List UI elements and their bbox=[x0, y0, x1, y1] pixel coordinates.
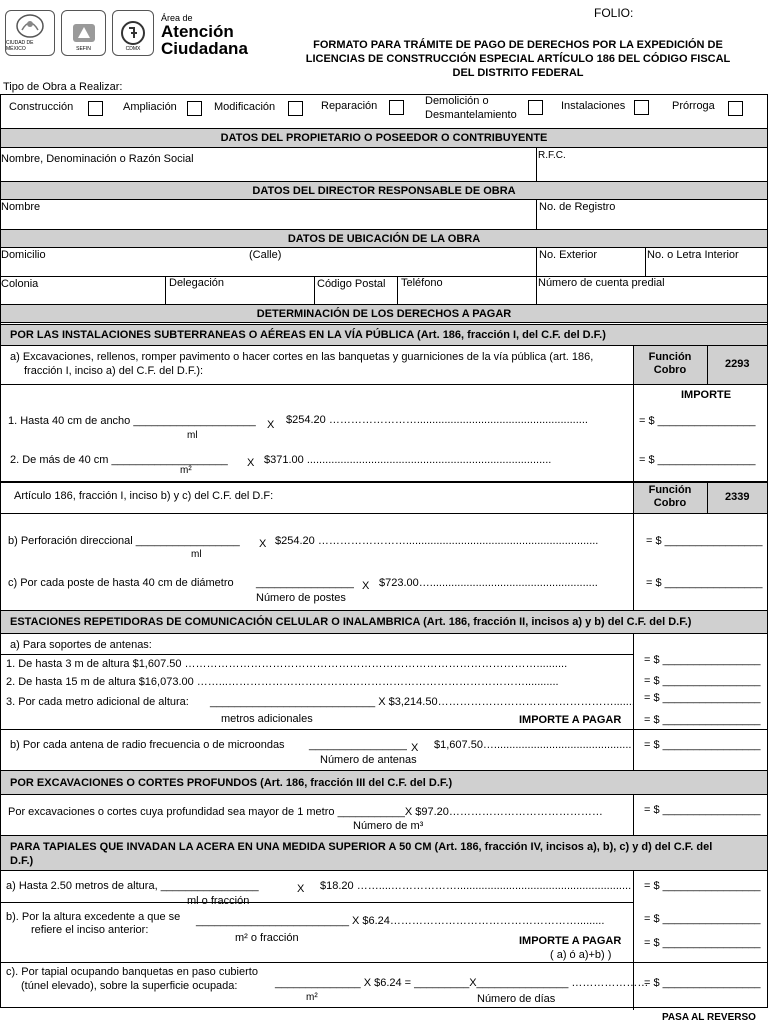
excavaciones-band: POR EXCAVACIONES O CORTES PROFUNDOS (Art. 186, fracción III del C.F. del D.F.) bbox=[1, 770, 767, 795]
tipo-construccion-label: Construcción bbox=[9, 101, 74, 113]
tipo-modificacion-label: Modificación bbox=[214, 101, 276, 113]
exc-unit: Número de m³ bbox=[353, 820, 424, 832]
inst-b-label[interactable]: b) Perforación direccional _________________ bbox=[8, 535, 240, 547]
inst-b-unit: ml bbox=[191, 549, 202, 560]
propietario-band: DATOS DEL PROPIETARIO O POSEEDOR O CONTRIBUYENTE bbox=[1, 128, 767, 148]
telefono-label: Teléfono bbox=[401, 277, 443, 289]
determinacion-band: DETERMINACIÓN DE LOS DERECHOS A PAGAR bbox=[1, 304, 767, 323]
tap-a-amount[interactable]: = $ ________________ bbox=[644, 880, 761, 892]
tipo-obra-label: Tipo de Obra a Realizar: bbox=[3, 81, 123, 93]
est-a3-unit: metros adicionales bbox=[221, 713, 313, 725]
form-frame bbox=[0, 94, 768, 1008]
funcion-label: Función bbox=[648, 484, 692, 496]
title-line3: DEL DISTRITO FEDERAL bbox=[452, 67, 584, 79]
tap-a-price: $18.20 ……....………………......................................................... bbox=[320, 880, 632, 892]
inst-c-amount[interactable]: = $ ________________ bbox=[646, 577, 763, 589]
coat-of-arms-icon bbox=[12, 12, 48, 40]
divider bbox=[536, 148, 537, 182]
sefin-emblem-icon bbox=[69, 20, 99, 46]
inst-c-x: X bbox=[362, 580, 370, 592]
tipo-prorroga-checkbox[interactable] bbox=[728, 101, 743, 116]
tapiales-band bbox=[1, 835, 767, 871]
est-b-blank[interactable]: ________________ bbox=[309, 739, 407, 751]
divider bbox=[536, 200, 537, 230]
cobro-label: Cobro bbox=[653, 364, 687, 376]
atencion-line2: Ciudadana bbox=[161, 39, 248, 58]
est-b-amount[interactable]: = $ ________________ bbox=[644, 739, 761, 751]
instalaciones-band: POR LAS INSTALACIONES SUBTERRANEAS O AÉREAS EN LA VÍA PÚBLICA (Art. 186, fracción I, del C.F. del D.F.) bbox=[1, 324, 767, 346]
tipo-construccion-checkbox[interactable] bbox=[88, 101, 103, 116]
director-band: DATOS DEL DIRECTOR RESPONSABLE DE OBRA bbox=[1, 181, 767, 200]
calle-label: (Calle) bbox=[249, 249, 282, 261]
divider bbox=[1, 654, 634, 655]
cdmx-logo bbox=[5, 10, 55, 56]
atencion-ciudadana-wordmark bbox=[161, 14, 248, 57]
inst-item2-label[interactable]: 2. De más de 40 cm ___________________ bbox=[10, 454, 228, 466]
tap-importe-amount[interactable]: = $ ________________ bbox=[644, 937, 761, 949]
inst-item1-amount[interactable]: = $ ________________ bbox=[639, 415, 756, 427]
divider bbox=[633, 346, 634, 1010]
cdmx-logo-caption: CIUDAD DE MÉXICO bbox=[6, 40, 34, 52]
tap-c-label-2: (túnel elevado), sobre la superficie ocupada: bbox=[21, 980, 238, 992]
exc-label[interactable]: Por excavaciones o cortes cuya profundidad sea mayor de 1 metro ___________X $97.20…………………………………… bbox=[8, 806, 603, 818]
predial-label: Número de cuenta predial bbox=[538, 277, 665, 289]
cp-label: Código Postal bbox=[317, 278, 386, 290]
inst-c-unit: Número de postes bbox=[256, 592, 346, 604]
inst-item1-unit: ml bbox=[187, 430, 198, 441]
sefin-logo bbox=[61, 10, 106, 56]
tap-b-label-1: b). Por la altura excedente a que se bbox=[6, 911, 181, 923]
tipo-reparacion-checkbox[interactable] bbox=[389, 100, 404, 115]
no-exterior-label: No. Exterior bbox=[539, 249, 598, 261]
est-b-label: b) Por cada antena de radio frecuencia o de microondas bbox=[10, 739, 285, 751]
codigo-2293: 2293 bbox=[725, 358, 750, 370]
tapiales-band-line2: D.F.) bbox=[10, 855, 34, 867]
atencion-small: Área de bbox=[161, 13, 193, 23]
est-a1-amount[interactable]: = $ ________________ bbox=[644, 654, 761, 666]
tap-c-label-1: c). Por tapial ocupando banquetas en paso cubierto bbox=[6, 966, 258, 978]
inst-item1-x: X bbox=[267, 419, 275, 431]
divider bbox=[1, 729, 767, 730]
tipo-instalaciones-checkbox[interactable] bbox=[634, 100, 649, 115]
funcion-cobro-label-a bbox=[634, 351, 706, 377]
tap-c-unit-m2: m² bbox=[306, 992, 318, 1003]
est-a2-label: 2. De hasta 15 m de altura $16,073.00 ……...………………………………………………………………………........... bbox=[6, 676, 559, 688]
tipo-ampliacion-label: Ampliación bbox=[123, 101, 177, 113]
tap-b-amount[interactable]: = $ ________________ bbox=[644, 913, 761, 925]
est-a-label: a) Para soportes de antenas: bbox=[10, 639, 152, 651]
est-b-price: $1,607.50…............................................. bbox=[434, 739, 632, 751]
delegacion-label: Delegación bbox=[169, 277, 225, 289]
est-importe-pagar-label: IMPORTE A PAGAR bbox=[519, 714, 622, 726]
divider bbox=[1, 962, 767, 963]
tap-b-unit: m² o fracción bbox=[235, 932, 299, 944]
divider bbox=[1, 902, 634, 903]
divider bbox=[1, 513, 767, 514]
inst-item2-price: $371.00 ................................................................................ bbox=[264, 454, 552, 466]
est-a3-amount[interactable]: = $ ________________ bbox=[644, 692, 761, 704]
tap-c-blank[interactable]: ______________ X $6.24 = _________X_______________ ………………… bbox=[275, 977, 649, 989]
inst-item2-unit: m² bbox=[180, 465, 192, 476]
divider bbox=[707, 346, 708, 384]
no-interior-label: No. o Letra Interior bbox=[647, 249, 739, 261]
instalaciones-a-line2: fracción I, inciso a) del C.F. del D.F.): bbox=[24, 365, 204, 377]
tipo-reparacion-label: Reparación bbox=[321, 100, 378, 112]
divider bbox=[536, 248, 537, 276]
tap-b-blank[interactable]: _________________________ X $6.24……………………………………………......... bbox=[196, 915, 605, 927]
tipo-instalaciones-label: Instalaciones bbox=[561, 100, 626, 112]
tipo-demolicion-label-2: Desmantelamiento bbox=[425, 109, 517, 121]
title-line2: LICENCIAS DE CONSTRUCCIÓN ESPECIAL ARTÍCULO 186 DEL CÓDIGO FISCAL bbox=[305, 53, 731, 65]
pasa-al-reverso: PASA AL REVERSO bbox=[662, 1012, 756, 1023]
tipo-prorroga-label: Prórroga bbox=[672, 100, 715, 112]
inst-b-amount[interactable]: = $ ________________ bbox=[646, 535, 763, 547]
form-title bbox=[292, 38, 744, 80]
divider bbox=[397, 276, 398, 304]
inst-b-x: X bbox=[259, 538, 267, 550]
inst-c-blank[interactable]: ________________ bbox=[256, 577, 354, 589]
divider bbox=[1, 384, 767, 385]
tipo-demolicion-label-1: Demolición o bbox=[425, 95, 489, 107]
tipo-modificacion-checkbox[interactable] bbox=[288, 101, 303, 116]
inst-c-label: c) Por cada poste de hasta 40 cm de diámetro bbox=[8, 577, 234, 589]
inst-b-price: $254.20 ……………………............................................................... bbox=[275, 535, 599, 547]
inst-item2-x: X bbox=[247, 457, 255, 469]
est-a3-label: 3. Por cada metro adicional de altura: bbox=[6, 696, 189, 708]
est-importe-amount[interactable]: = $ ________________ bbox=[644, 714, 761, 726]
funcion-cobro-label-b bbox=[634, 484, 706, 510]
cobro-label: Cobro bbox=[653, 497, 687, 509]
est-b-x: X bbox=[411, 742, 419, 754]
tap-a-x: X bbox=[297, 883, 305, 895]
divider bbox=[314, 276, 315, 304]
ubicacion-band: DATOS DE UBICACIÓN DE LA OBRA bbox=[1, 229, 767, 248]
est-a3-blank[interactable]: ___________________________ X $3,214.50…………………………………………....... bbox=[210, 696, 635, 708]
inst-c-price: $723.00…....................................................... bbox=[379, 577, 598, 589]
logo-group bbox=[5, 8, 154, 58]
propietario-rfc-label: R.F.C. bbox=[538, 150, 566, 161]
tap-c-amount[interactable]: = $ ________________ bbox=[644, 977, 761, 989]
importe-header: IMPORTE bbox=[681, 389, 732, 401]
tapiales-band-line1: PARA TAPIALES QUE INVADAN LA ACERA EN UNA MEDIDA SUPERIOR A 50 CM (Art. 186, fracción IV, incisos a), b), c) y d) del C.F. del bbox=[10, 841, 713, 853]
estaciones-band: ESTACIONES REPETIDORAS DE COMUNICACIÓN CELULAR O INALAMBRICA (Art. 186, fracción II, incisos a) y b) del C.F. del D.F.) bbox=[1, 610, 767, 634]
round-emblem-icon bbox=[120, 20, 146, 46]
title-line1: FORMATO PARA TRÁMITE DE PAGO DE DERECHOS POR LA EXPEDICIÓN DE bbox=[313, 39, 723, 51]
atencion-line1: Atención bbox=[161, 22, 234, 41]
funcion-label: Función bbox=[648, 351, 692, 363]
inst-item1-price: $254.20 ……………………........................................................ bbox=[286, 414, 588, 426]
exc-amount[interactable]: = $ ________________ bbox=[644, 804, 761, 816]
director-nombre-label: Nombre bbox=[1, 201, 41, 213]
instalaciones-a-line1: a) Excavaciones, rellenos, romper pavimento o hacer cortes en las banquetas y guarniciones de la vía pública (art. 186, bbox=[10, 351, 594, 363]
est-a1-label: 1. De hasta 3 m de altura $1,607.50 …………………………………………………………………………………….......... bbox=[6, 658, 568, 670]
divider bbox=[645, 248, 646, 276]
folio-label: FOLIO: bbox=[594, 6, 634, 20]
tap-importe-sub: ( a) ó a)+b) ) bbox=[550, 949, 612, 961]
est-a2-amount[interactable]: = $ ________________ bbox=[644, 675, 761, 687]
colonia-label: Colonia bbox=[1, 278, 39, 290]
tap-importe-pagar-label: IMPORTE A PAGAR bbox=[519, 935, 622, 947]
domicilio-label: Domicilio bbox=[1, 249, 46, 261]
tap-b-label-2: refiere el inciso anterior: bbox=[31, 924, 149, 936]
divider bbox=[707, 483, 708, 513]
director-registro-label: No. de Registro bbox=[539, 201, 616, 213]
tipo-demolicion-checkbox[interactable] bbox=[528, 100, 543, 115]
tap-a-label[interactable]: a) Hasta 2.50 metros de altura, ________________ bbox=[6, 880, 259, 892]
codigo-2339: 2339 bbox=[725, 491, 750, 503]
art-186-bc-label: Artículo 186, fracción I, inciso b) y c) del C.F. del D.F: bbox=[14, 490, 274, 502]
cdmx-round-logo-caption: CDMX bbox=[125, 46, 141, 52]
cdmx-round-logo bbox=[112, 10, 154, 56]
propietario-nombre-label: Nombre, Denominación o Razón Social bbox=[1, 153, 194, 165]
est-b-unit: Número de antenas bbox=[320, 754, 417, 766]
divider bbox=[165, 276, 166, 304]
sefin-logo-caption: SEFIN bbox=[76, 46, 91, 52]
tipo-ampliacion-checkbox[interactable] bbox=[187, 101, 202, 116]
inst-item1-label[interactable]: 1. Hasta 40 cm de ancho ____________________ bbox=[8, 415, 256, 427]
tap-c-unit-dias: Número de días bbox=[477, 993, 556, 1005]
divider bbox=[536, 276, 537, 304]
inst-item2-amount[interactable]: = $ ________________ bbox=[639, 454, 756, 466]
tap-a-unit: ml o fracción bbox=[187, 895, 250, 907]
